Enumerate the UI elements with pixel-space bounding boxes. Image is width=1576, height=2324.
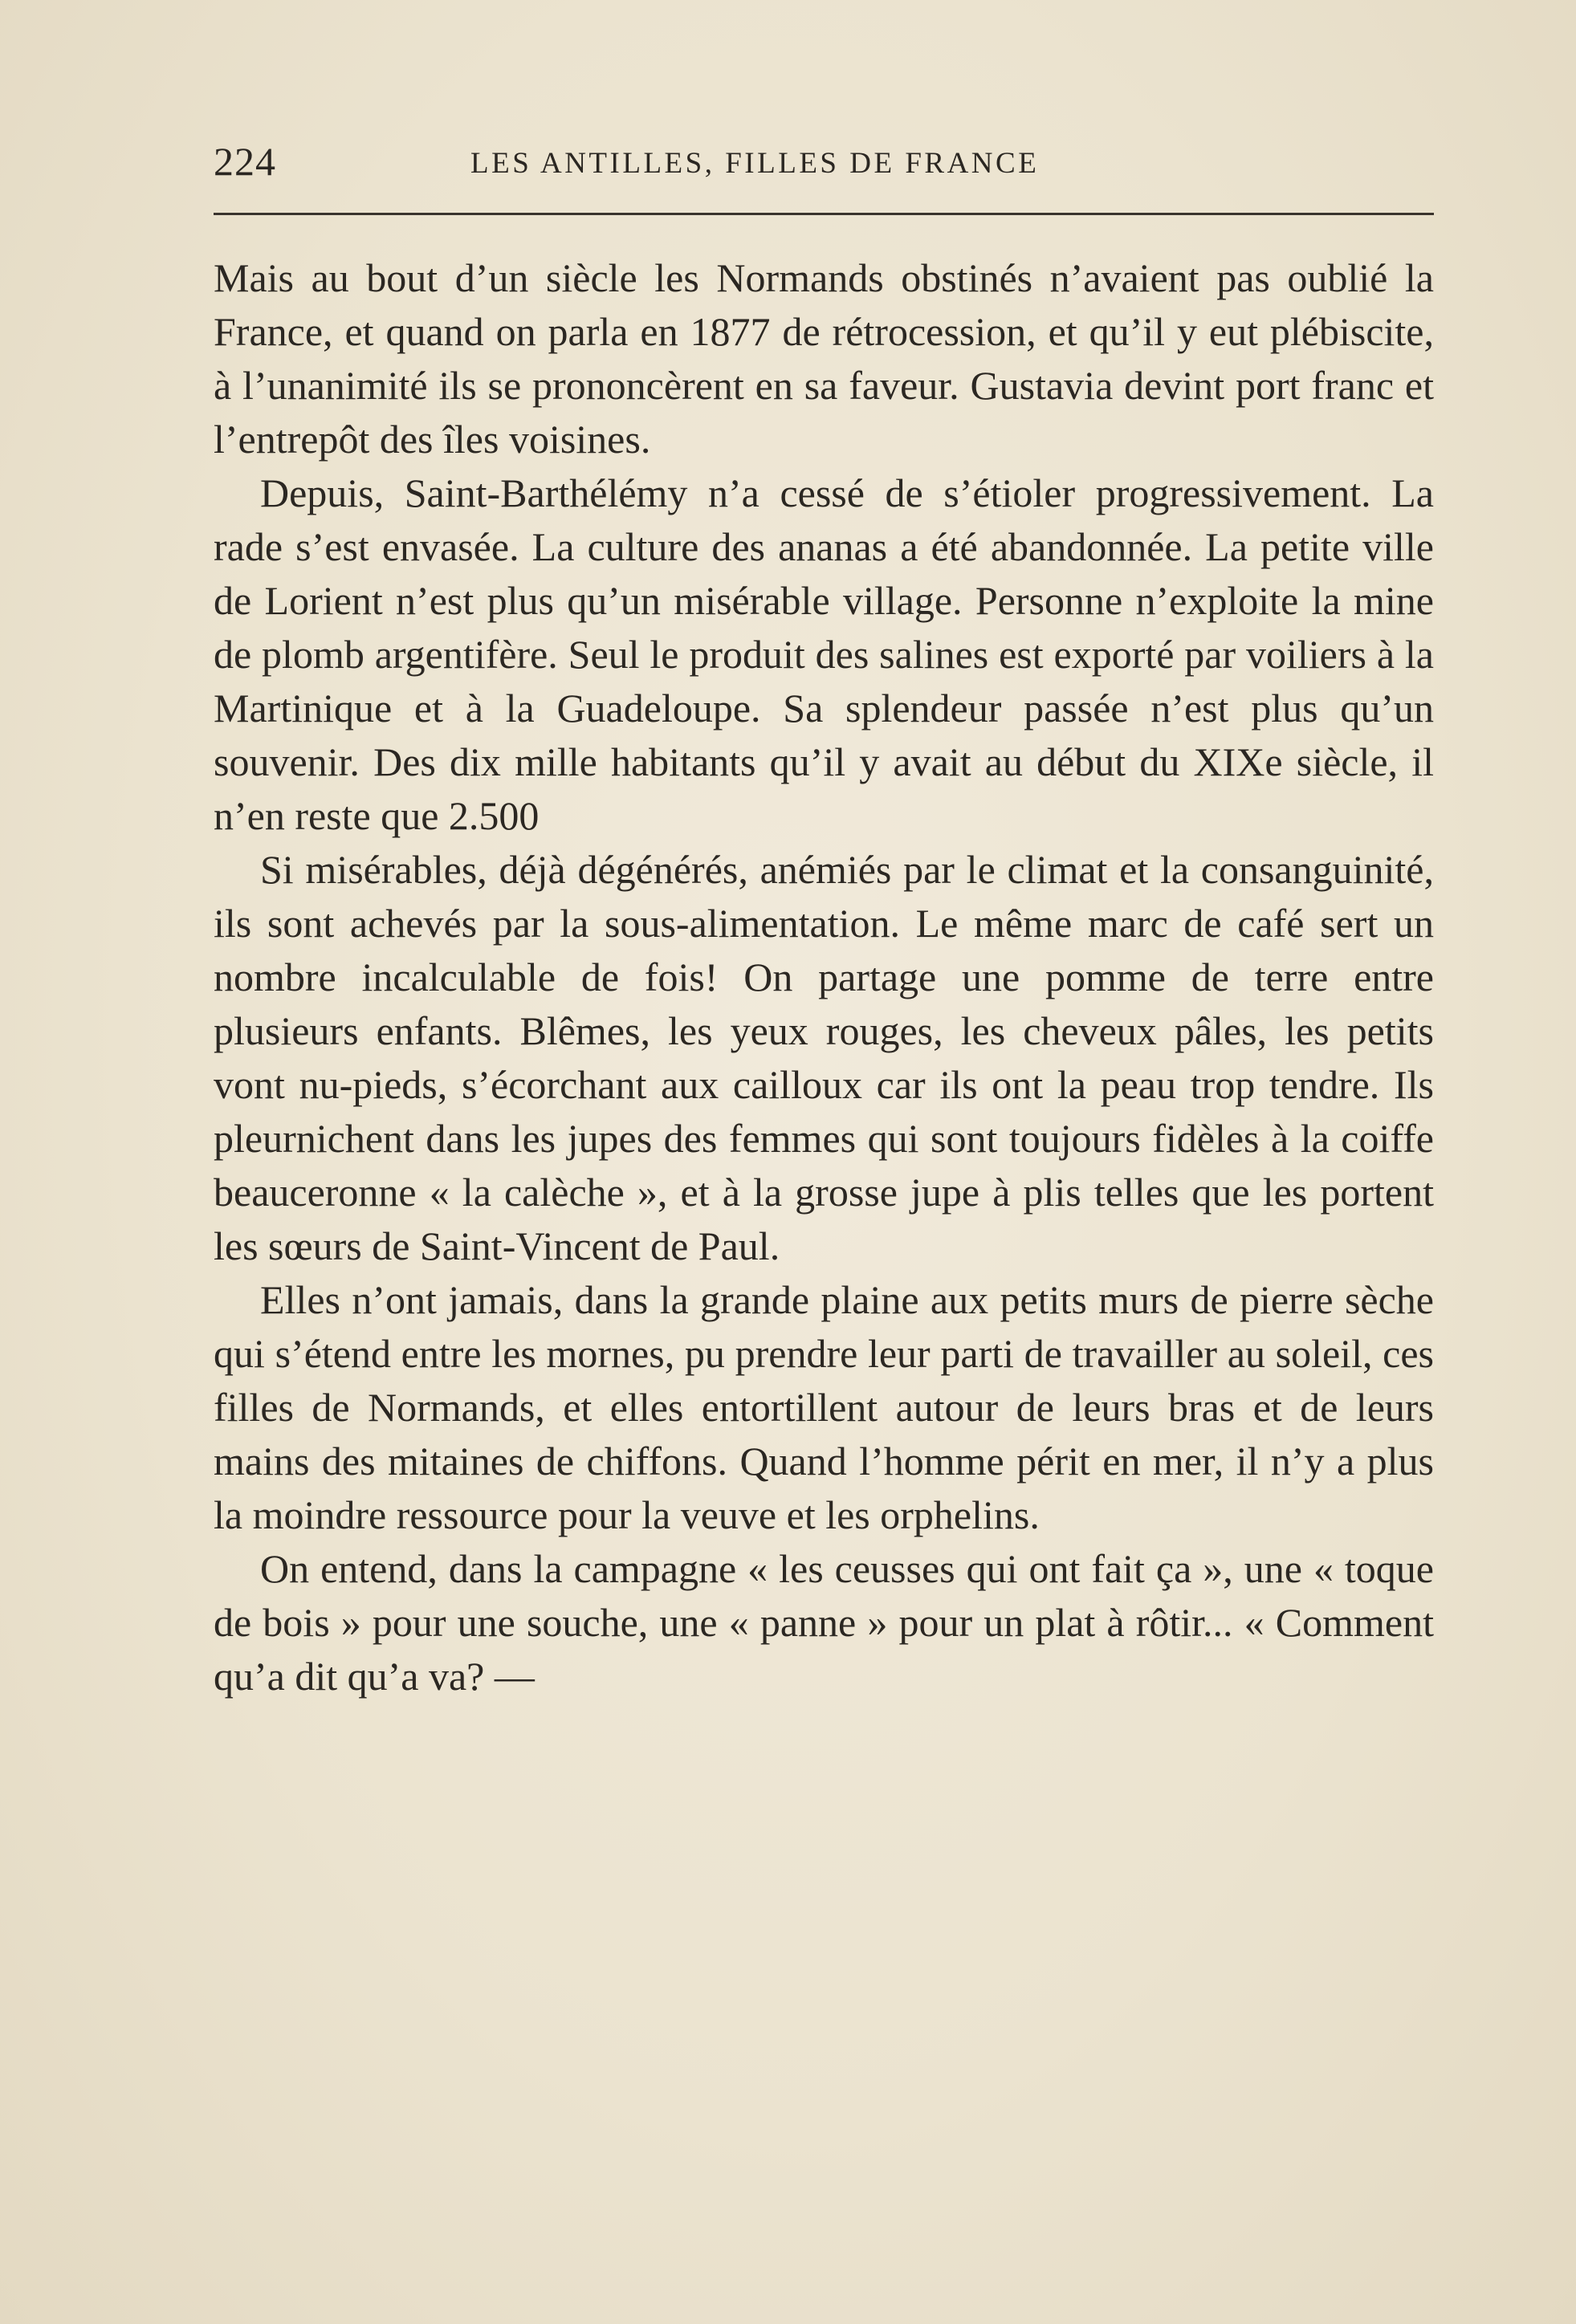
page-number: 224 bbox=[214, 139, 276, 184]
paragraph: Elles n’ont jamais, dans la grande plaine aux petits murs de pierre sèche qui s’étend entre les mornes, pu prendre leur parti de travailler au soleil, ces filles de Normands, et elles entortillent autour de leurs bras et de leurs mains des mitaines de chiffons. Quand l’homme périt en mer, il n’y a plus la moindre ressource pour la veuve et les orphelins. bbox=[214, 1277, 1434, 1537]
paragraph: Depuis, Saint-Barthélémy n’a cessé de s’étioler progressivement. La rade s’est envasée. La culture des ananas a été abandonnée. La petite ville de Lorient n’est plus qu’un misérable village. Personne n’exploite la mine de plomb argentifère. Seul le produit des salines est exporté par voiliers à la Martinique et à la Guadeloupe. Sa splendeur passée n’est plus qu’un souvenir. Des dix mille habitants qu’il y avait au début du XIXe siècle, il n’en reste que 2.500 bbox=[214, 470, 1434, 838]
paragraph: On entend, dans la campagne « les ceusses qui ont fait ça », une « toque de bois » pour une souche, une « panne » pour un plat à rôtir... « Comment qu’a dit qu’a va? — bbox=[214, 1546, 1434, 1699]
header-rule bbox=[214, 213, 1434, 215]
paragraph: Mais au bout d’un siècle les Normands obstinés n’avaient pas oublié la France, et quand on parla en 1877 de rétrocession, et qu’il y eut plébiscite, à l’unanimité ils se prononcèrent en sa faveur. Gustavia devint port franc et l’entrepôt des îles voisines. bbox=[214, 255, 1434, 462]
body-text bbox=[214, 251, 1434, 1703]
paragraph: Si misérables, déjà dégénérés, anémiés par le climat et la consanguinité, ils sont achevés par la sous-alimentation. Le même marc de café sert un nombre incalculable de fois! On partage une pomme de terre entre plusieurs enfants. Blêmes, les yeux rouges, les cheveux pâles, les petits vont nu-pieds, s’écorchant aux cailloux car ils ont la peau trop tendre. Ils pleurnichent dans les jupes des femmes qui sont toujours fidèles à la coiffe beauceronne « la calèche », et à la grosse jupe à plis telles que les portent les sœurs de Saint-Vincent de Paul. bbox=[214, 847, 1434, 1268]
running-head bbox=[214, 138, 1434, 186]
running-title: LES ANTILLES, FILLES DE FRANCE bbox=[470, 147, 1040, 180]
